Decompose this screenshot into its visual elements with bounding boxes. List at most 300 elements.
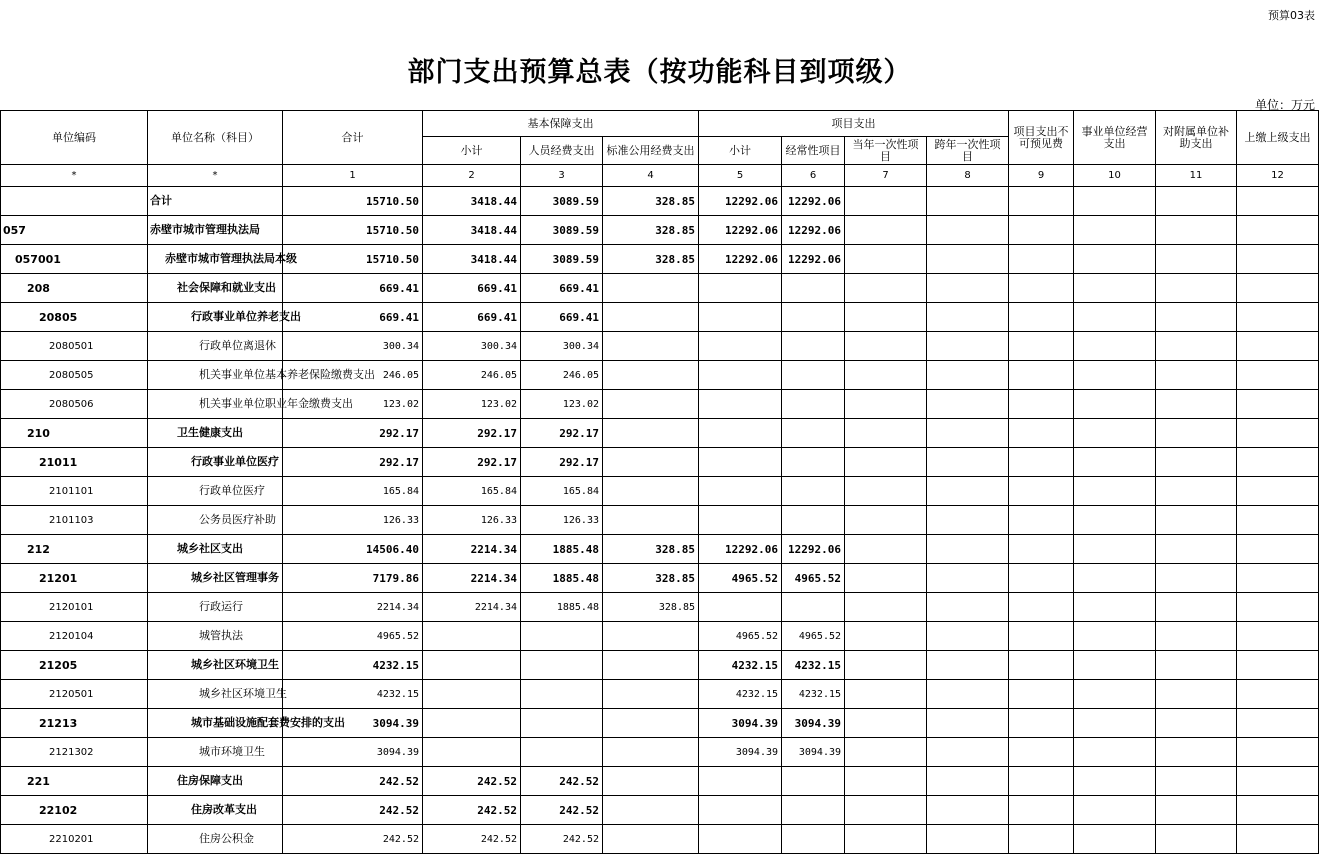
row-value: 4965.52 xyxy=(699,564,782,593)
row-value xyxy=(927,245,1009,274)
row-value xyxy=(699,419,782,448)
row-value xyxy=(521,651,603,680)
row-value xyxy=(699,332,782,361)
row-value xyxy=(1074,622,1156,651)
row-value xyxy=(1156,448,1237,477)
row-value: 3418.44 xyxy=(423,245,521,274)
header-recurring: 经常性项目 xyxy=(782,137,845,165)
row-value xyxy=(521,622,603,651)
row-value xyxy=(603,390,699,419)
table-row xyxy=(1,361,1319,390)
row-value xyxy=(1237,564,1319,593)
row-value xyxy=(521,680,603,709)
column-index: 2 xyxy=(423,165,521,187)
row-value xyxy=(927,825,1009,854)
row-value xyxy=(603,738,699,767)
row-code: 21201 xyxy=(1,564,148,593)
row-name: 城乡社区管理事务 xyxy=(148,564,283,593)
row-value: 242.52 xyxy=(423,825,521,854)
row-value xyxy=(521,738,603,767)
row-value xyxy=(782,303,845,332)
row-value xyxy=(603,506,699,535)
row-value xyxy=(1009,274,1074,303)
row-value: 165.84 xyxy=(521,477,603,506)
row-value: 669.41 xyxy=(283,274,423,303)
row-value xyxy=(927,738,1009,767)
row-value xyxy=(1237,825,1319,854)
row-value: 1885.48 xyxy=(521,593,603,622)
row-value xyxy=(1074,825,1156,854)
row-value xyxy=(845,651,927,680)
row-code: 20805 xyxy=(1,303,148,332)
row-name: 赤壁市城市管理执法局 xyxy=(148,216,283,245)
row-value xyxy=(845,448,927,477)
row-value: 292.17 xyxy=(423,448,521,477)
row-value: 14506.40 xyxy=(283,535,423,564)
row-value xyxy=(603,825,699,854)
row-value xyxy=(845,535,927,564)
column-index: 7 xyxy=(845,165,927,187)
header-personnel: 人员经费支出 xyxy=(521,137,603,165)
row-value: 12292.06 xyxy=(699,245,782,274)
row-name: 城乡社区环境卫生 xyxy=(148,651,283,680)
row-value xyxy=(927,535,1009,564)
row-value xyxy=(927,477,1009,506)
row-value xyxy=(1074,303,1156,332)
row-name: 城市环境卫生 xyxy=(148,738,283,767)
row-value: 669.41 xyxy=(521,274,603,303)
row-value xyxy=(699,506,782,535)
row-value: 242.52 xyxy=(423,796,521,825)
row-value xyxy=(1009,564,1074,593)
row-value xyxy=(1237,622,1319,651)
row-value xyxy=(603,274,699,303)
row-value xyxy=(782,361,845,390)
row-value xyxy=(1156,477,1237,506)
row-value xyxy=(1009,593,1074,622)
row-value: 300.34 xyxy=(521,332,603,361)
row-value xyxy=(927,274,1009,303)
table-row xyxy=(1,593,1319,622)
row-name: 社会保障和就业支出 xyxy=(148,274,283,303)
row-value xyxy=(423,651,521,680)
row-value xyxy=(1237,506,1319,535)
row-value xyxy=(699,274,782,303)
header-one-time: 当年一次性项目 xyxy=(845,137,927,165)
row-value: 669.41 xyxy=(521,303,603,332)
row-value xyxy=(1237,796,1319,825)
row-value: 123.02 xyxy=(423,390,521,419)
row-value: 292.17 xyxy=(521,419,603,448)
header-remit: 上缴上级支出 xyxy=(1237,111,1319,165)
row-value xyxy=(1237,274,1319,303)
row-value xyxy=(1237,709,1319,738)
row-value: 12292.06 xyxy=(782,535,845,564)
row-value xyxy=(1009,796,1074,825)
table-row xyxy=(1,187,1319,216)
row-code: 210 xyxy=(1,419,148,448)
row-value xyxy=(699,593,782,622)
row-value: 328.85 xyxy=(603,216,699,245)
row-value xyxy=(1009,767,1074,796)
row-value: 242.52 xyxy=(521,825,603,854)
column-index: 9 xyxy=(1009,165,1074,187)
row-value: 4232.15 xyxy=(699,680,782,709)
row-value xyxy=(927,709,1009,738)
row-value xyxy=(1237,593,1319,622)
row-value xyxy=(1237,245,1319,274)
table-row xyxy=(1,680,1319,709)
row-value: 292.17 xyxy=(521,448,603,477)
row-value xyxy=(521,709,603,738)
row-value xyxy=(1237,390,1319,419)
row-value xyxy=(1009,303,1074,332)
table-row xyxy=(1,709,1319,738)
row-code: 21213 xyxy=(1,709,148,738)
row-code: 22102 xyxy=(1,796,148,825)
budget-table xyxy=(0,110,1319,854)
row-value xyxy=(782,506,845,535)
row-name: 住房保障支出 xyxy=(148,767,283,796)
row-value: 7179.86 xyxy=(283,564,423,593)
row-value xyxy=(927,303,1009,332)
row-value: 4232.15 xyxy=(782,680,845,709)
header-code: 单位编码 xyxy=(1,111,148,165)
row-value: 3094.39 xyxy=(283,709,423,738)
row-value: 12292.06 xyxy=(699,187,782,216)
row-value: 1885.48 xyxy=(521,564,603,593)
row-value: 328.85 xyxy=(603,245,699,274)
row-value xyxy=(845,245,927,274)
row-value xyxy=(603,767,699,796)
row-value xyxy=(782,390,845,419)
row-value xyxy=(1156,825,1237,854)
row-value xyxy=(1074,361,1156,390)
row-value xyxy=(1009,448,1074,477)
row-value: 246.05 xyxy=(521,361,603,390)
row-value: 2214.34 xyxy=(423,593,521,622)
row-value xyxy=(1074,564,1156,593)
header-name: 单位名称（科目） xyxy=(148,111,283,165)
table-row xyxy=(1,825,1319,854)
row-name: 行政单位离退休 xyxy=(148,332,283,361)
row-value xyxy=(603,361,699,390)
row-value xyxy=(845,738,927,767)
row-value: 12292.06 xyxy=(699,216,782,245)
row-value xyxy=(699,448,782,477)
row-value xyxy=(1009,506,1074,535)
column-index: 11 xyxy=(1156,165,1237,187)
table-row xyxy=(1,564,1319,593)
row-value: 3094.39 xyxy=(283,738,423,767)
row-value: 292.17 xyxy=(283,419,423,448)
row-value xyxy=(782,796,845,825)
row-value xyxy=(782,332,845,361)
row-value: 123.02 xyxy=(283,390,423,419)
row-value: 328.85 xyxy=(603,187,699,216)
row-value xyxy=(1156,738,1237,767)
table-row xyxy=(1,477,1319,506)
row-value xyxy=(1009,680,1074,709)
column-index: 8 xyxy=(927,165,1009,187)
row-value xyxy=(603,419,699,448)
row-name: 城市基础设施配套费安排的支出 xyxy=(148,709,283,738)
row-value: 15710.50 xyxy=(283,245,423,274)
row-value xyxy=(1074,535,1156,564)
column-index-row xyxy=(1,165,1319,187)
row-value xyxy=(699,361,782,390)
row-value xyxy=(1074,477,1156,506)
row-value xyxy=(845,680,927,709)
page-title: 部门支出预算总表（按功能科目到项级） xyxy=(407,57,912,88)
row-value xyxy=(1009,651,1074,680)
row-value xyxy=(1237,448,1319,477)
row-value xyxy=(927,564,1009,593)
row-code: 2080505 xyxy=(1,361,148,390)
row-value: 3094.39 xyxy=(699,709,782,738)
row-value: 4232.15 xyxy=(782,651,845,680)
row-value: 3094.39 xyxy=(782,709,845,738)
row-value: 4232.15 xyxy=(699,651,782,680)
table-row xyxy=(1,535,1319,564)
row-value: 12292.06 xyxy=(699,535,782,564)
row-value xyxy=(1074,245,1156,274)
row-value: 15710.50 xyxy=(283,187,423,216)
row-value xyxy=(927,506,1009,535)
row-value xyxy=(927,332,1009,361)
row-code: 2101103 xyxy=(1,506,148,535)
row-value: 4232.15 xyxy=(283,651,423,680)
column-index: 1 xyxy=(283,165,423,187)
row-name: 行政单位医疗 xyxy=(148,477,283,506)
row-value: 1885.48 xyxy=(521,535,603,564)
row-value: 4965.52 xyxy=(699,622,782,651)
row-value xyxy=(1237,651,1319,680)
row-value: 2214.34 xyxy=(283,593,423,622)
row-value xyxy=(845,216,927,245)
row-value: 123.02 xyxy=(521,390,603,419)
row-value xyxy=(423,622,521,651)
table-row xyxy=(1,506,1319,535)
row-name: 机关事业单位职业年金缴费支出 xyxy=(148,390,283,419)
row-value xyxy=(1074,738,1156,767)
unit-label: 单位：万元 xyxy=(1254,98,1315,112)
row-value xyxy=(1009,390,1074,419)
row-value xyxy=(1074,448,1156,477)
row-value xyxy=(782,593,845,622)
row-name: 行政事业单位医疗 xyxy=(148,448,283,477)
row-value: 2214.34 xyxy=(423,535,521,564)
table-row xyxy=(1,216,1319,245)
row-value xyxy=(782,767,845,796)
row-value xyxy=(845,303,927,332)
row-value: 126.33 xyxy=(283,506,423,535)
row-value: 12292.06 xyxy=(782,187,845,216)
row-value: 3089.59 xyxy=(521,216,603,245)
row-name: 公务员医疗补助 xyxy=(148,506,283,535)
form-code: 预算03表 xyxy=(1268,9,1315,22)
row-value xyxy=(699,767,782,796)
row-value xyxy=(1156,274,1237,303)
header-basic: 基本保障支出 xyxy=(423,111,699,137)
row-value xyxy=(927,680,1009,709)
row-value xyxy=(782,419,845,448)
row-code: 21205 xyxy=(1,651,148,680)
header-total: 合计 xyxy=(283,111,423,165)
row-code: 2120101 xyxy=(1,593,148,622)
row-value xyxy=(699,477,782,506)
row-value xyxy=(1156,709,1237,738)
row-value xyxy=(782,825,845,854)
row-value xyxy=(603,796,699,825)
table-row xyxy=(1,274,1319,303)
row-value xyxy=(1237,187,1319,216)
row-value: 165.84 xyxy=(423,477,521,506)
row-value xyxy=(603,332,699,361)
row-value xyxy=(1009,738,1074,767)
row-value xyxy=(927,361,1009,390)
row-value xyxy=(1237,535,1319,564)
row-value xyxy=(1156,303,1237,332)
row-value xyxy=(845,332,927,361)
row-value xyxy=(1156,245,1237,274)
row-value xyxy=(1074,709,1156,738)
row-value xyxy=(1074,419,1156,448)
row-code: 057 xyxy=(1,216,148,245)
row-value xyxy=(1156,564,1237,593)
row-value xyxy=(699,796,782,825)
row-value xyxy=(1009,245,1074,274)
row-value: 3094.39 xyxy=(699,738,782,767)
row-value: 242.52 xyxy=(283,796,423,825)
row-value: 242.52 xyxy=(423,767,521,796)
row-value: 3418.44 xyxy=(423,216,521,245)
row-value xyxy=(1237,216,1319,245)
row-code: 208 xyxy=(1,274,148,303)
row-value xyxy=(1074,390,1156,419)
table-row xyxy=(1,332,1319,361)
row-value xyxy=(423,680,521,709)
row-value xyxy=(1156,593,1237,622)
table-row xyxy=(1,651,1319,680)
row-value: 246.05 xyxy=(423,361,521,390)
row-value xyxy=(1074,767,1156,796)
row-value: 12292.06 xyxy=(782,216,845,245)
row-code: 2080506 xyxy=(1,390,148,419)
row-name: 行政事业单位养老支出 xyxy=(148,303,283,332)
row-value xyxy=(845,709,927,738)
row-value xyxy=(1156,361,1237,390)
row-value xyxy=(603,622,699,651)
row-value xyxy=(845,361,927,390)
row-value: 126.33 xyxy=(521,506,603,535)
row-name: 城乡社区环境卫生 xyxy=(148,680,283,709)
row-value xyxy=(845,187,927,216)
row-value xyxy=(1237,477,1319,506)
row-value xyxy=(603,651,699,680)
row-name: 赤壁市城市管理执法局本级 xyxy=(148,245,283,274)
row-value xyxy=(1237,361,1319,390)
row-value xyxy=(603,448,699,477)
row-value xyxy=(1156,535,1237,564)
row-value: 242.52 xyxy=(283,825,423,854)
row-value: 3418.44 xyxy=(423,187,521,216)
row-value xyxy=(423,738,521,767)
row-name: 机关事业单位基本养老保险缴费支出 xyxy=(148,361,283,390)
row-value xyxy=(927,622,1009,651)
row-name: 合计 xyxy=(148,187,283,216)
row-value xyxy=(927,767,1009,796)
row-value xyxy=(845,767,927,796)
row-value xyxy=(423,709,521,738)
table-body xyxy=(1,187,1319,854)
header-business: 事业单位经营支出 xyxy=(1074,111,1156,165)
row-value xyxy=(1156,187,1237,216)
table-row xyxy=(1,448,1319,477)
row-value xyxy=(1074,651,1156,680)
row-value xyxy=(1009,825,1074,854)
row-code: 21011 xyxy=(1,448,148,477)
row-value xyxy=(927,796,1009,825)
row-value xyxy=(782,477,845,506)
row-value xyxy=(1074,506,1156,535)
column-index: 5 xyxy=(699,165,782,187)
row-value: 3089.59 xyxy=(521,187,603,216)
row-value xyxy=(603,477,699,506)
column-index: 10 xyxy=(1074,165,1156,187)
row-value: 15710.50 xyxy=(283,216,423,245)
row-value xyxy=(1009,709,1074,738)
row-value xyxy=(1237,767,1319,796)
column-index: 6 xyxy=(782,165,845,187)
row-code: 057001 xyxy=(1,245,148,274)
row-name: 城乡社区支出 xyxy=(148,535,283,564)
row-value xyxy=(845,506,927,535)
row-value xyxy=(1074,680,1156,709)
row-value: 300.34 xyxy=(283,332,423,361)
column-index: * xyxy=(1,165,148,187)
row-value xyxy=(1009,361,1074,390)
row-value: 242.52 xyxy=(521,767,603,796)
row-value: 126.33 xyxy=(423,506,521,535)
row-value xyxy=(1009,477,1074,506)
row-value xyxy=(927,187,1009,216)
row-value xyxy=(603,709,699,738)
row-name: 城管执法 xyxy=(148,622,283,651)
table-row xyxy=(1,796,1319,825)
row-value xyxy=(1237,303,1319,332)
row-value xyxy=(845,419,927,448)
row-name: 行政运行 xyxy=(148,593,283,622)
row-value xyxy=(1156,332,1237,361)
row-value xyxy=(782,274,845,303)
row-value xyxy=(1009,419,1074,448)
row-value: 4965.52 xyxy=(283,622,423,651)
row-name: 住房公积金 xyxy=(148,825,283,854)
header-basic-subtotal: 小计 xyxy=(423,137,521,165)
row-code: 2121302 xyxy=(1,738,148,767)
table-row xyxy=(1,767,1319,796)
row-value: 2214.34 xyxy=(423,564,521,593)
row-value xyxy=(927,448,1009,477)
row-value xyxy=(1156,216,1237,245)
row-value: 3094.39 xyxy=(782,738,845,767)
row-value xyxy=(699,825,782,854)
column-index: 12 xyxy=(1237,165,1319,187)
row-value: 328.85 xyxy=(603,593,699,622)
row-value xyxy=(782,448,845,477)
row-value xyxy=(1074,332,1156,361)
